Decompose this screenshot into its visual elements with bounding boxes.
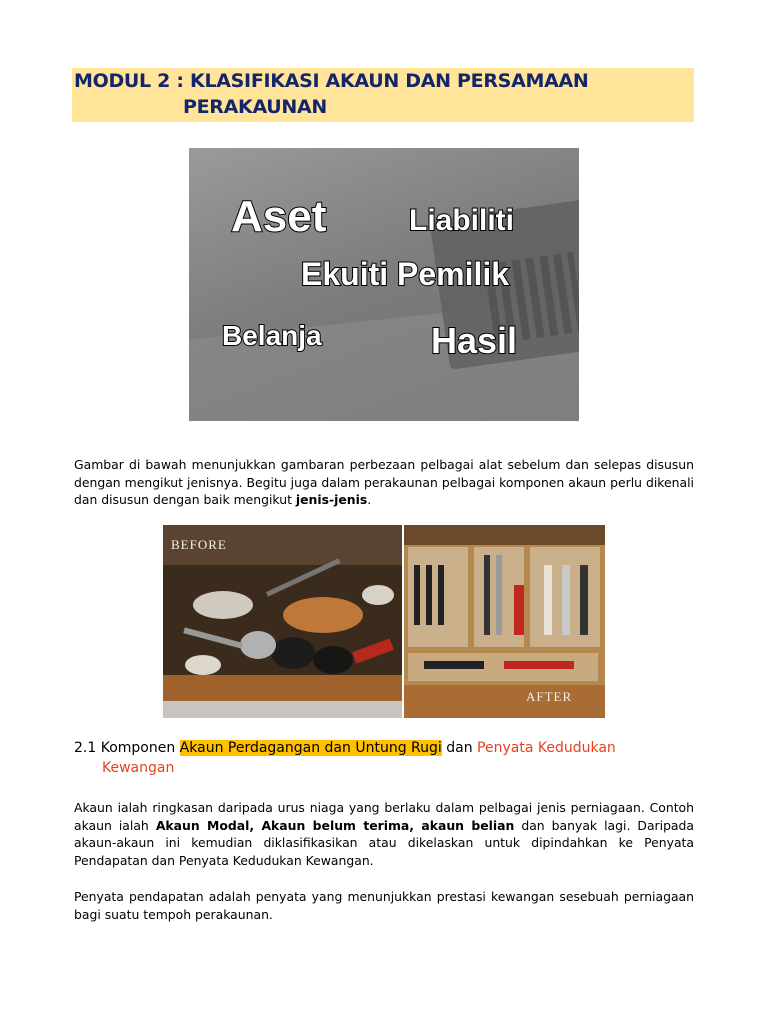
hero-word-liabiliti: Liabiliti — [409, 204, 514, 237]
hero-word-belanja: Belanja — [222, 320, 322, 351]
hero-word-hasil: Hasil — [431, 320, 518, 361]
section-heading-line2: Kewangan — [102, 760, 175, 776]
hero-word-ekuiti: Ekuiti Pemilik — [301, 256, 510, 292]
page-title-line1: MODUL 2 : KLASIFIKASI AKAUN DAN PERSAMAAN — [74, 70, 589, 92]
before-label: BEFORE — [171, 537, 227, 552]
after-drawer-photo — [404, 525, 605, 718]
page-title-line2: PERAKAUNAN — [183, 96, 328, 118]
paragraph-penyata: Penyata pendapatan adalah penyata yang menunjukkan prestasi kewangan sesebuah perniagaan bagi suatu tempoh perakaunan. — [74, 889, 694, 922]
section-heading: 2.1 Komponen Akaun Perdagangan dan Untung Rugi dan Penyata Kedudukan — [74, 740, 616, 756]
hero-word-aset: Aset — [231, 192, 327, 241]
after-label: AFTER — [526, 689, 573, 704]
highlighted-term: Akaun Perdagangan dan Untung Rugi — [179, 740, 442, 756]
paragraph-akaun: Akaun ialah ringkasan daripada urus niaga yang berlaku dalam pelbagai jenis perniagaan. Contoh akaun ialah Akaun Modal, Akaun belum terima, akaun belian dan banyak lagi. Daripada akaun-akaun ini kemudian diklasifikasikan atau dikelaskan untuk dipindahkan ke Penyata Pendapatan dan Penyata Kedudukan Kewangan. — [74, 800, 694, 868]
intro-paragraph: Gambar di bawah menunjukkan gambaran perbezaan pelbagai alat sebelum dan selepas disusun dengan mengikut jenisnya. Begitu juga dalam perakaunan pelbagai komponen akaun perlu dikenali dan disusun dengan baik mengikut jenis-jenis. — [74, 457, 694, 508]
hero-image — [189, 148, 579, 421]
before-drawer-photo — [163, 525, 402, 718]
